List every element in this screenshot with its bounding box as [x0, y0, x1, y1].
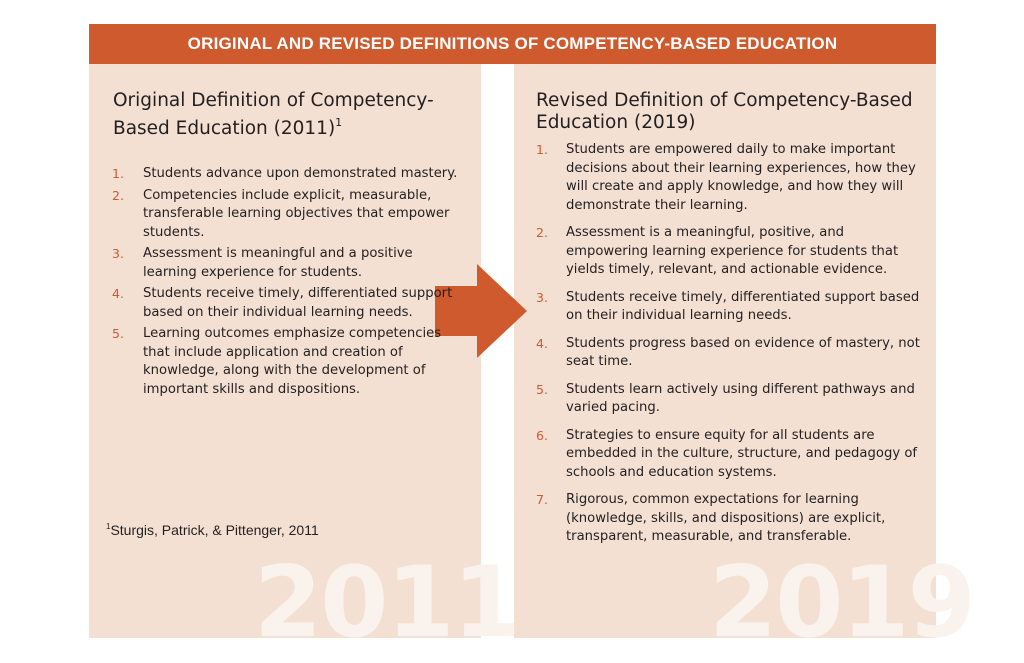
- item-text: Assessment is meaningful and a positive learning experience for students.: [143, 246, 413, 280]
- item-number: 5.: [536, 381, 548, 397]
- list-item: [536, 224, 926, 280]
- original-definition-heading: [113, 90, 453, 140]
- list-item: [112, 245, 462, 282]
- original-definition-list: [112, 165, 462, 402]
- item-number: 6.: [536, 427, 548, 443]
- original-definition-panel: [89, 64, 519, 660]
- list-item: [536, 491, 926, 547]
- list-item: [536, 381, 926, 418]
- item-text: Assessment is a meaningful, positive, and empowering learning experience for students that yields timely, relevant, and actionable evidence.: [566, 225, 899, 277]
- item-text: Students advance upon demonstrated mastery.: [143, 166, 458, 181]
- list-item: [112, 285, 462, 322]
- list-item: [536, 335, 926, 372]
- item-text: Students receive timely, differentiated support based on their individual learning needs.: [143, 286, 453, 320]
- item-text: Rigorous, common expectations for learning (knowledge, skills, and dispositions) are explicit, transparent, measurable, and transferable.: [566, 492, 886, 544]
- item-number: 7.: [536, 492, 548, 507]
- item-number: 2.: [536, 225, 548, 240]
- item-text: Learning outcomes emphasize competencies that include application and creation of knowledge, along with the development of important skills and dispositions.: [143, 326, 442, 397]
- original-heading-text: Original Definition of Competency-Based Education (2011): [113, 90, 434, 139]
- item-number: 4.: [112, 286, 124, 301]
- item-number: 4.: [536, 335, 548, 351]
- item-number: 2.: [112, 187, 124, 203]
- year-watermark-2011: 2011: [254, 546, 519, 660]
- list-item: [112, 187, 462, 243]
- item-number: 5.: [112, 326, 124, 341]
- year-watermark-2019: 2019: [709, 546, 974, 660]
- banner-title: ORIGINAL AND REVISED DEFINITIONS OF COMPETENCY-BASED EDUCATION: [89, 24, 936, 64]
- list-item: [536, 141, 926, 215]
- list-item: [112, 325, 462, 399]
- item-text: Strategies to ensure equity for all students are embedded in the culture, structure, and pedagogy of schools and education systems.: [566, 427, 918, 480]
- list-item: [536, 427, 926, 483]
- item-number: 3.: [112, 246, 124, 261]
- revised-definition-list: [536, 141, 926, 556]
- revised-definition-panel: [514, 64, 974, 660]
- item-text: Students receive timely, differentiated support based on their individual learning needs.: [566, 289, 920, 323]
- heading-footnote-marker: 1: [335, 116, 343, 129]
- item-number: 1.: [536, 142, 548, 157]
- item-text: Competencies include explicit, measurable, transferable learning objectives that empower students.: [143, 187, 450, 240]
- footnote-marker: 1: [106, 522, 111, 531]
- item-text: Students progress based on evidence of mastery, not seat time.: [566, 335, 920, 369]
- item-text: Students learn actively using different pathways and varied pacing.: [566, 381, 915, 415]
- list-item: [536, 289, 926, 326]
- footnote: [106, 522, 319, 538]
- item-number: 1.: [112, 166, 124, 181]
- revised-definition-heading: Revised Definition of Competency-Based Education (2019): [536, 90, 913, 133]
- item-number: 3.: [536, 289, 548, 305]
- list-item: [112, 165, 462, 184]
- item-text: Students are empowered daily to make important decisions about their learning experiences, how they will create and apply knowledge, and how they will demonstrate their learning.: [566, 142, 916, 213]
- footnote-text: Sturgis, Patrick, & Pittenger, 2011: [110, 522, 319, 538]
